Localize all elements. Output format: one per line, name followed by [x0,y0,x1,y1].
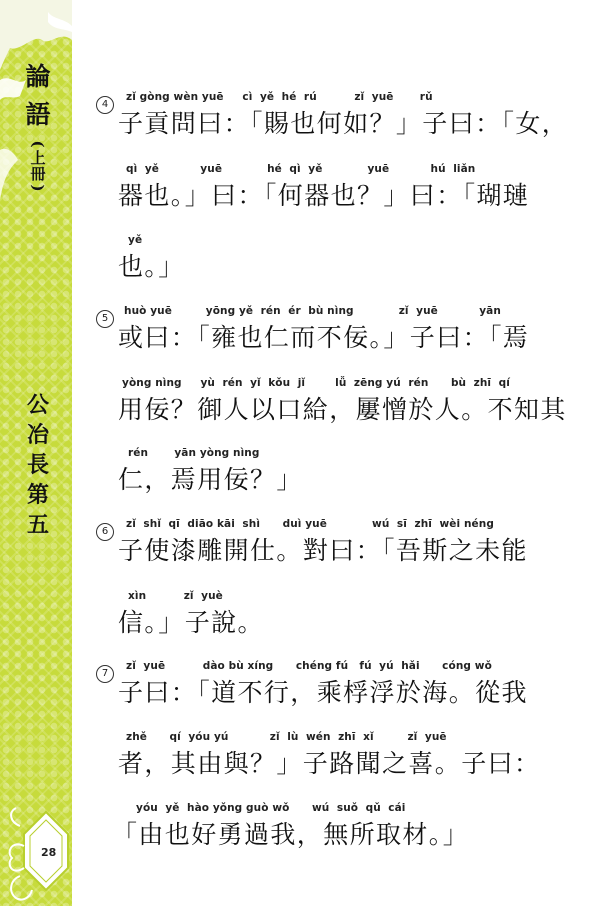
pinyin-line: xìn zǐ yuè [128,590,223,602]
text-line: 子使漆雕開仕。對曰：「吾斯之未能 [118,536,528,565]
text-line: 子曰：「道不行，乘桴浮於海。從我 [118,678,528,707]
passage-number: 4 [96,96,114,114]
pinyin-line: huò yuē yōng yě rén ér bù nìng zǐ yuē yān [124,305,501,317]
pinyin-line: yòng nìng yù rén yǐ kǒu jǐ lǚ zēng yú rén bù zhī qí [122,377,510,389]
text-line: 或曰：「雍也仁而不佞。」子曰：「焉 [118,323,530,352]
page-number: 28 [41,846,57,859]
text-line: 者，其由與？」子路聞之喜。子曰： [118,749,541,778]
passage-number: 7 [96,665,114,683]
text-line: 信。」子說。 [118,608,264,637]
pinyin-line: zǐ shǐ qī diāo kāi shì duì yuē wú sī zhī wèi néng [126,518,494,530]
book-title: 論語 [25,62,51,129]
chapter-title: 公冶長第五 [26,392,49,538]
volume-text: 上冊 [30,149,46,183]
pinyin-line: yě [128,234,143,246]
text-line: 仁，焉用佞？」 [118,465,303,494]
pinyin-line: zhě qí yóu yú zǐ lù wén zhī xǐ zǐ yuē [126,731,447,743]
text-line: 也。」 [118,252,185,281]
pinyin-line: zǐ gòng wèn yuē cì yě hé rú zǐ yuē rǔ [126,91,433,103]
pinyin-line: yóu yě hào yǒng guò wǒ wú suǒ qǔ cái [136,802,406,814]
text-line: 用佞？御人以口給，屢憎於人。不知其 [118,395,567,424]
volume-open-paren: ( [29,140,47,148]
text-line: 子貢問曰：「賜也何如？」子曰：「女， [118,109,569,138]
volume-close-paren: ) [29,184,47,192]
text-line: 「由也好勇過我，無所取材。」 [112,820,470,849]
text-line: 器也。」曰：「何器也？」曰：「瑚璉 [118,181,530,210]
passage-number: 5 [96,310,114,328]
passage-number: 6 [96,523,114,541]
pinyin-line: qì yě yuē hé qì yě yuē hú liǎn [126,163,476,175]
pinyin-line: rén yān yòng nìng [128,447,260,459]
pinyin-line: zǐ yuē dào bù xíng chéng fú fú yú hǎi cóng wǒ [126,660,492,672]
